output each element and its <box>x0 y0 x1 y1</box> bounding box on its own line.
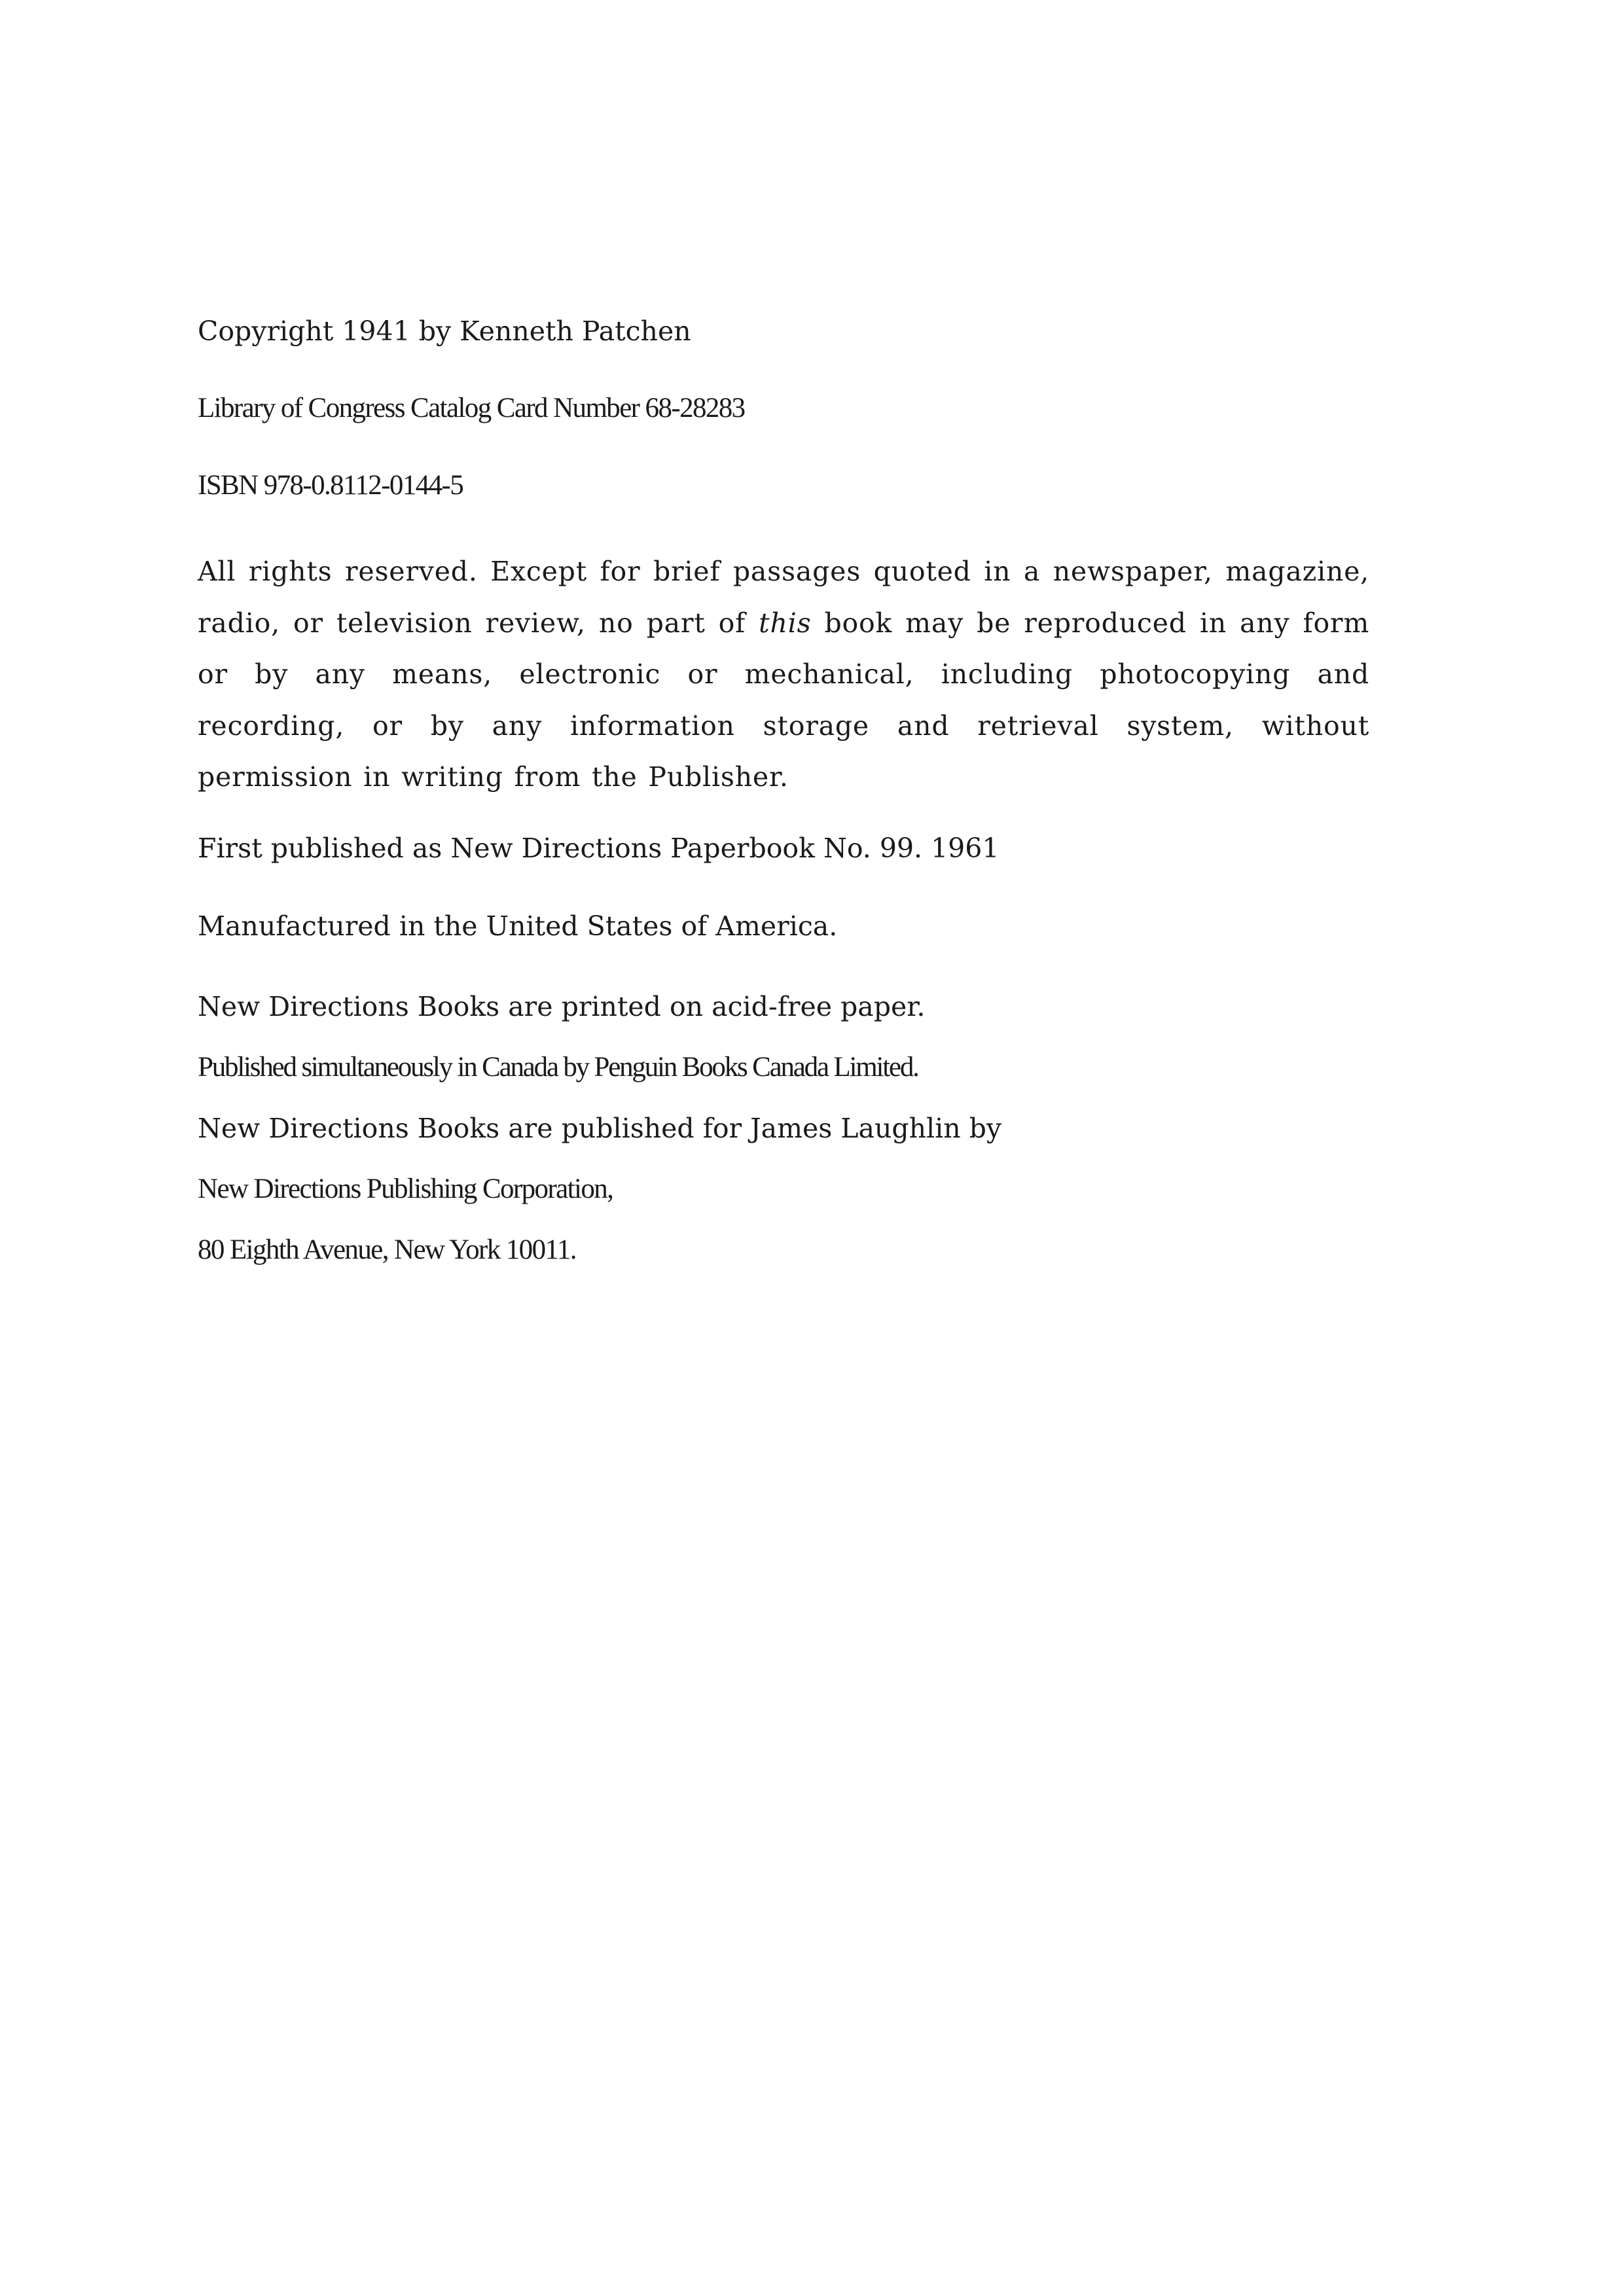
corporation-line: New Directions Publishing Corporation, <box>198 1174 613 1204</box>
rights-text-end: book may be reproduced in any form or by any means, electronic or mechanical, including photocopying and recording, or by any information storage and retrieval system, without permission in writing from the Publisher. <box>198 607 1369 793</box>
copyright-line: Copyright 1941 by Kenneth Patchen <box>198 315 691 347</box>
rights-reserved-paragraph <box>198 546 1369 803</box>
first-published-line: First published as New Directions Paperbook No. 99. 1961 <box>198 833 1000 864</box>
isbn-line: ISBN 978-0.8112-0144-5 <box>198 470 463 501</box>
rights-text-start: All rights reserved. Except for brief passages quoted in a newspaper, magazine, radio, or television review, no part of <box>198 556 1369 639</box>
address-line: 80 Eighth Avenue, New York 10011. <box>198 1234 576 1265</box>
published-for-line: New Directions Books are published for James Laughlin by <box>198 1113 1002 1144</box>
rights-italic-word: this <box>759 607 812 639</box>
canada-line: Published simultaneously in Canada by Penguin Books Canada Limited. <box>198 1052 918 1083</box>
manufactured-line: Manufactured in the United States of America. <box>198 910 838 942</box>
acid-free-line: New Directions Books are printed on acid-free paper. <box>198 991 926 1022</box>
lccn-line: Library of Congress Catalog Card Number 68-28283 <box>198 393 745 423</box>
